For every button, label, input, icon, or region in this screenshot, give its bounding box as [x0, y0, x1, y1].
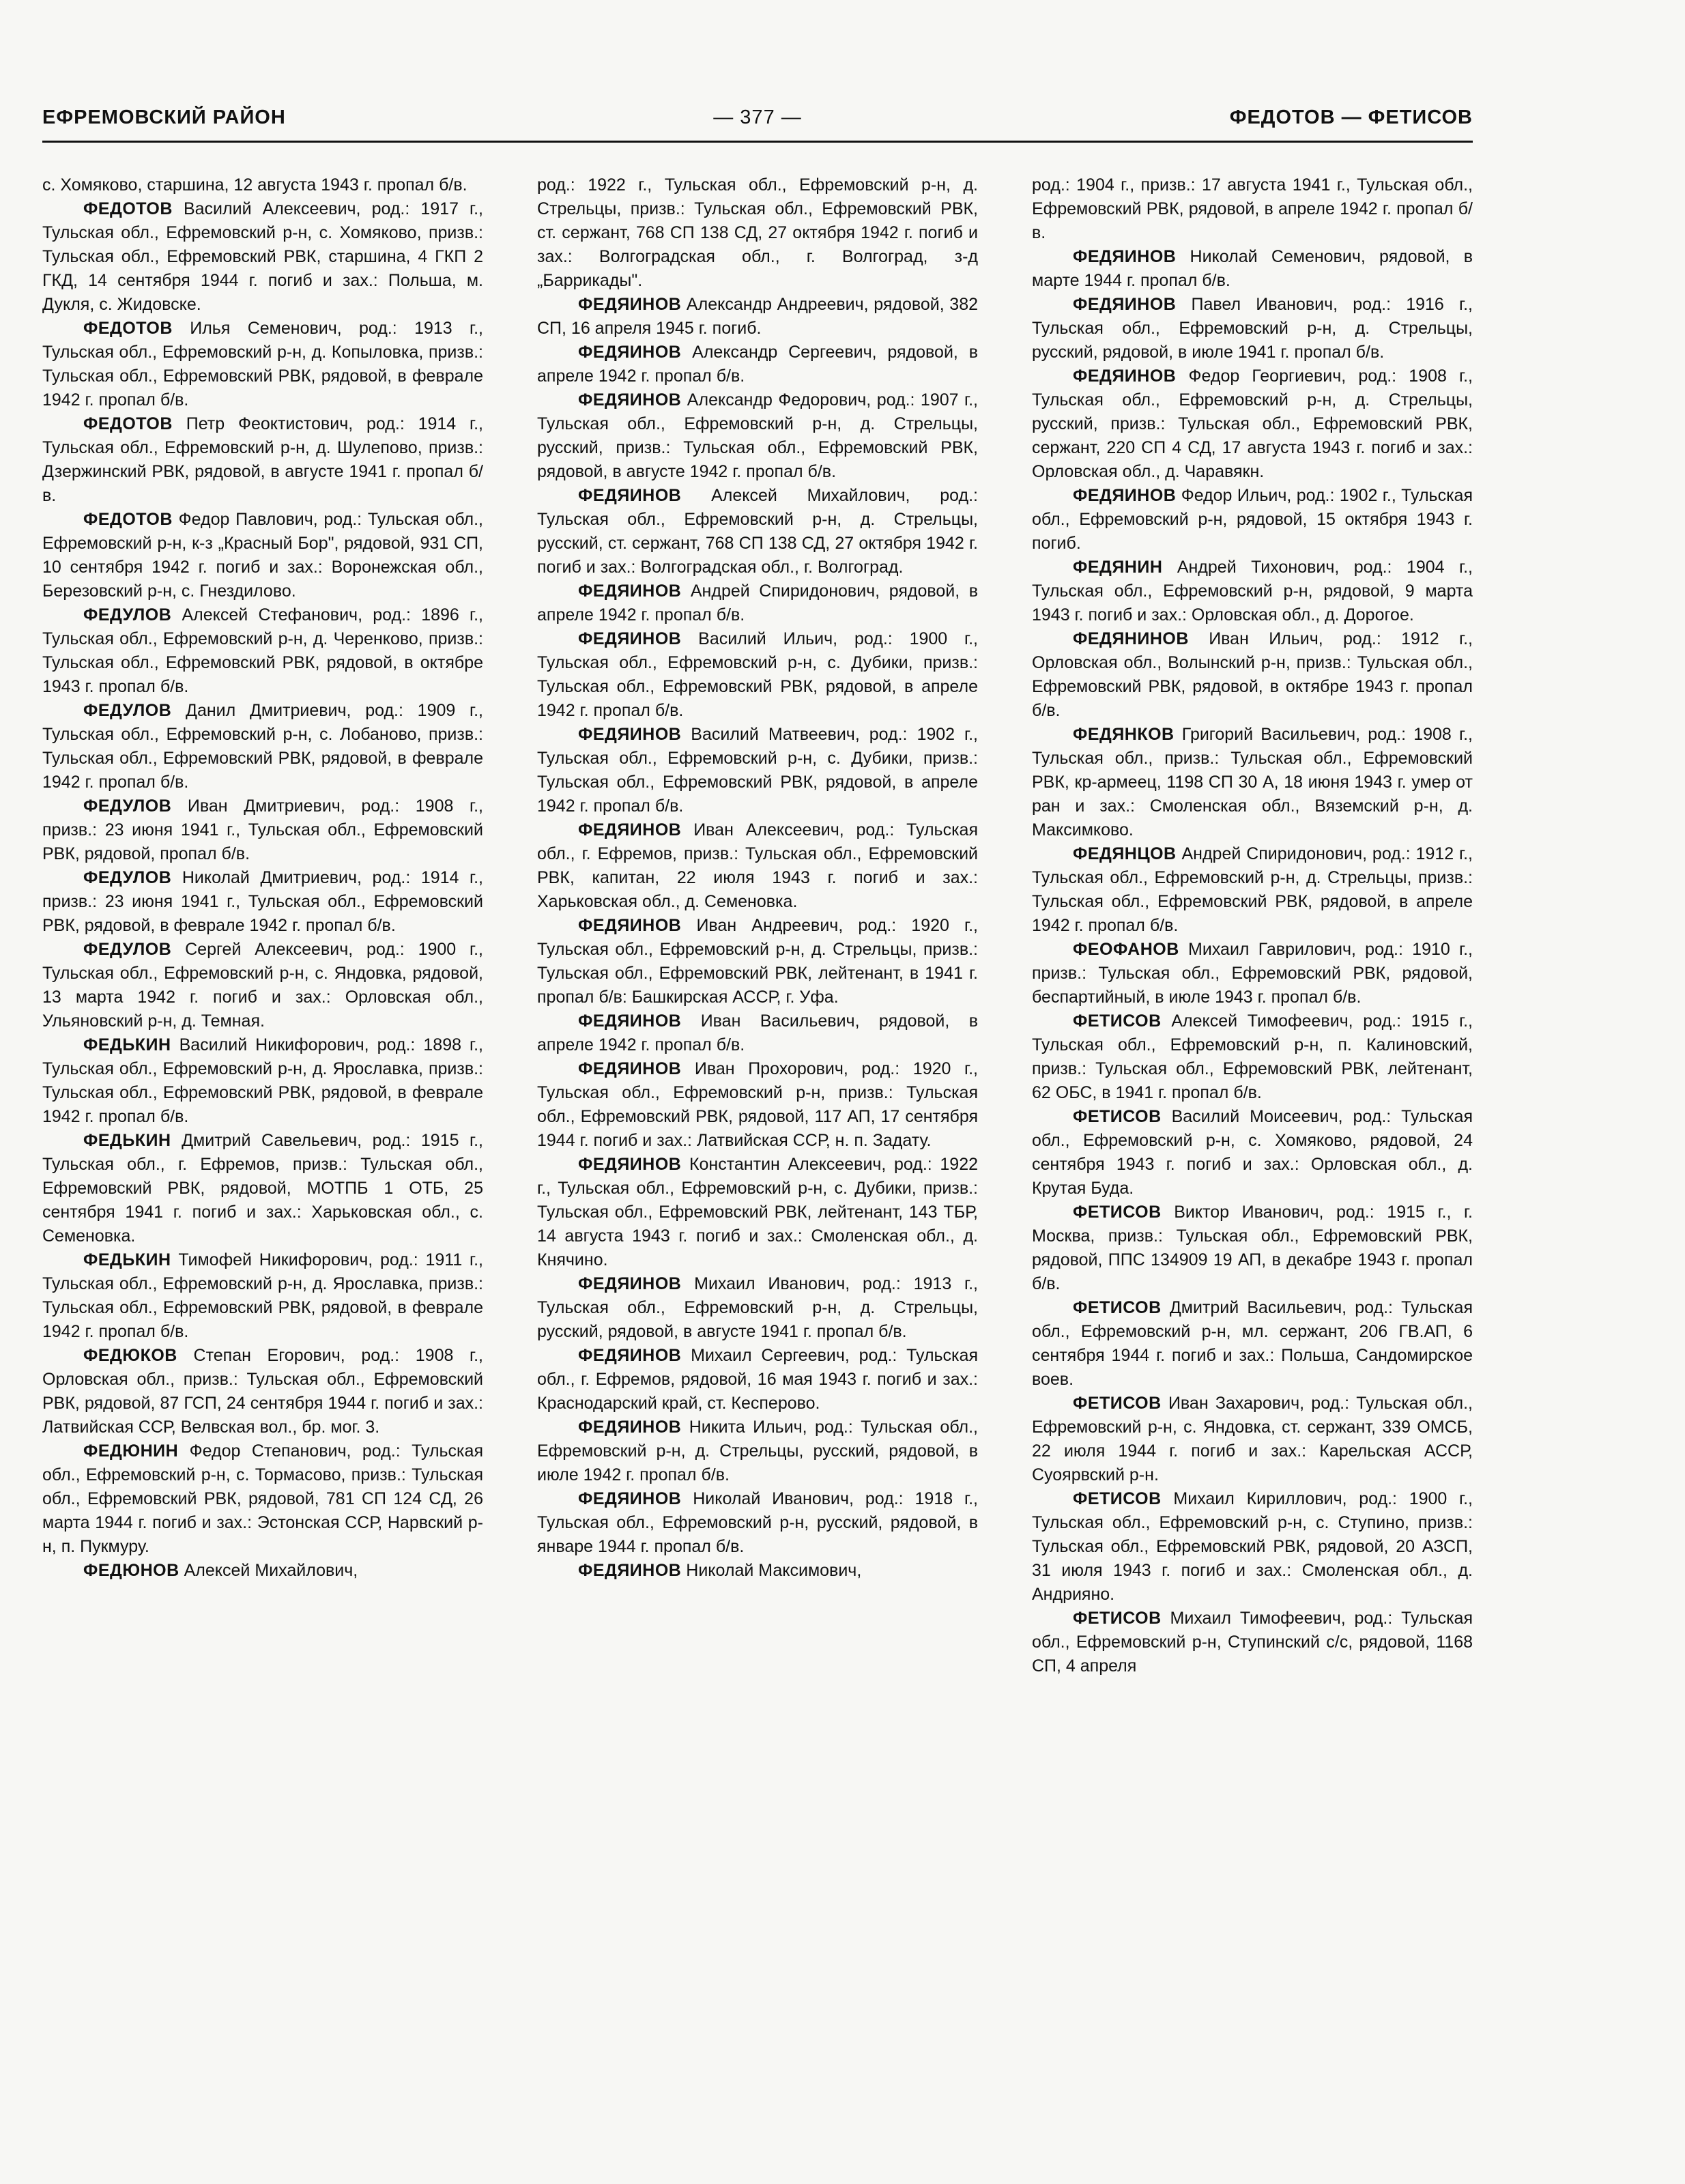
list-entry [537, 293, 978, 341]
entry-surname: ФЕДЮКОВ [83, 1346, 177, 1365]
list-entry [42, 1439, 483, 1559]
entry-surname: ФЕДЬКИН [83, 1131, 171, 1150]
entry-details: Григорий Васильевич, род.: 1908 г., Тульская обл., призв.: Тульская обл., Ефремовский РВК, кр-армеец, 1198 СП 30 А, 18 июня 1943 г. умер от ран и зах.: Смоленская обл., Вяземский р-н, д. Максимково. [1032, 725, 1473, 839]
entry-surname: ФЕДЯИНОВ [578, 1155, 682, 1174]
entry-details: Иван Андреевич, род.: 1920 г., Тульская обл., Ефремовский р-н, д. Стрельцы, призв.: Тульская обл., Ефремовский РВК, лейтенант, в 1941 г. пропал б/в: Башкирская АССР, г. Уфа. [537, 916, 978, 1007]
entry-surname: ФЕДЯИНОВ [578, 1059, 682, 1078]
list-entry [1032, 938, 1473, 1009]
list-entry [537, 341, 978, 388]
list-entry [537, 723, 978, 818]
entry-surname: ФЕДЯИНОВ [578, 581, 682, 601]
entry-surname: ФЕДУЛОВ [83, 796, 172, 816]
entry-details: Александр Андреевич, рядовой, 382 СП, 16 апреля 1945 г. погиб. [537, 295, 978, 338]
entry-details: Федор Степанович, род.: Тульская обл., Ефремовский р-н, с. Тормасово, призв.: Тульская обл., Ефремовский РВК, рядовой, 781 СП 124 СД, 26 марта 1944 г. погиб и зах.: Эстонская ССР, Нарвский р-н, п. Пукмуру. [42, 1441, 483, 1556]
entry-surname: ФЕДЯНКОВ [1073, 725, 1175, 744]
list-entry [42, 1129, 483, 1248]
entry-surname: ФЕДЯИНОВ [578, 725, 682, 744]
entry-details: род.: 1904 г., призв.: 17 августа 1941 г., Тульская обл., Ефремовский РВК, рядовой, в апреле 1942 г. пропал б/в. [1032, 175, 1473, 242]
entry-surname: ФЕДЯИНОВ [578, 1489, 682, 1508]
entry-details: Михаил Сергеевич, род.: Тульская обл., г. Ефремов, рядовой, 16 мая 1943 г. погиб и зах.: Краснодарский край, ст. Кесперово. [537, 1346, 978, 1413]
list-entry [1032, 1105, 1473, 1201]
entry-details: Михаил Иванович, род.: 1913 г., Тульская обл., Ефремовский р-н, д. Стрельцы, русский, рядовой, в августе 1941 г. пропал б/в. [537, 1274, 978, 1341]
list-entry [1032, 173, 1473, 245]
entry-details: Иван Дмитриевич, род.: 1908 г., призв.: 23 июня 1941 г., Тульская обл., Ефремовский РВК, рядовой, пропал б/в. [42, 796, 483, 863]
entry-surname: ФЕДУЛОВ [83, 940, 172, 959]
entry-details: Алексей Тимофеевич, род.: 1915 г., Тульская обл., Ефремовский р-н, п. Калиновский, призв.: Тульская обл., Ефремовский РВК, лейтенант, 62 ОБС, в 1941 г. пропал б/в. [1032, 1011, 1473, 1102]
entry-surname: ФЕДЯИНОВ [578, 295, 682, 314]
list-entry [1032, 1392, 1473, 1487]
entry-surname: ФЕДУЛОВ [83, 605, 172, 624]
entry-details: Василий Никифорович, род.: 1898 г., Тульская обл., Ефремовский р-н, д. Ярославка, призв.: Тульская обл., Ефремовский РВК, рядовой, в феврале 1942 г. пропал б/в. [42, 1035, 483, 1126]
entry-details: Александр Сергеевич, рядовой, в апреле 1942 г. пропал б/в. [537, 343, 978, 386]
list-entry [537, 1153, 978, 1272]
list-entry [537, 627, 978, 723]
entry-details: Тимофей Никифорович, род.: 1911 г., Тульская обл., Ефремовский р-н, д. Ярославка, призв.: Тульская обл., Ефремовский РВК, рядовой, в феврале 1942 г. пропал б/в. [42, 1250, 483, 1341]
list-entry [1032, 1607, 1473, 1678]
entry-details: Сергей Алексеевич, род.: 1900 г., Тульская обл., Ефремовский р-н, с. Яндовка, рядовой, 13 марта 1942 г. погиб и зах.: Орловская обл., Ульяновский р-н, д. Темная. [42, 940, 483, 1031]
entry-surname: ФЕТИСОВ [1073, 1489, 1162, 1508]
entry-surname: ФЕДЯИНОВ [578, 820, 682, 839]
entry-details: Михаил Кириллович, род.: 1900 г., Тульская обл., Ефремовский р-н, с. Ступино, призв.: Тульская обл., Ефремовский РВК, рядовой, 20 АЗСП, 31 июля 1943 г. погиб и зах.: Смоленская обл., д. Андрияно. [1032, 1489, 1473, 1604]
list-entry [42, 794, 483, 866]
entry-surname: ФЕДУЛОВ [83, 868, 172, 887]
header-district: ЕФРЕМОВСКИЙ РАЙОН [42, 106, 286, 128]
entry-details: Иван Алексеевич, род.: Тульская обл., г. Ефремов, призв.: Тульская обл., Ефремовский РВК, капитан, 22 июля 1943 г. погиб и зах.: Харьковская обл., д. Семеновка. [537, 820, 978, 911]
entry-details: род.: 1922 г., Тульская обл., Ефремовский р-н, д. Стрельцы, призв.: Тульская обл., Ефремовский РВК, ст. сержант, 768 СП 138 СД, 27 октября 1942 г. погиб и зах.: Волгоградская обл., г. Волгоград, з-д „Баррикады". [537, 175, 978, 290]
entry-surname: ФЕДЯИНОВ [1073, 247, 1177, 266]
list-entry [537, 818, 978, 914]
list-entry [42, 1344, 483, 1439]
entry-surname: ФЕДЯИНОВ [578, 343, 682, 362]
list-entry [42, 1248, 483, 1344]
entry-details: Федор Георгиевич, род.: 1908 г., Тульская обл., Ефремовский р-н, д. Стрельцы, русский, призв.: Тульская обл., Ефремовский РВК, сержант, 220 СП 4 СД, 17 августа 1943 г. погиб и зах.: Орловская обл., д. Чаравякн. [1032, 367, 1473, 481]
entry-surname: ФЕДЯИНОВ [578, 486, 682, 505]
entry-surname: ФЕТИСОВ [1073, 1609, 1162, 1628]
entry-details: Андрей Тихонович, род.: 1904 г., Тульская обл., Ефремовский р-н, рядовой, 9 марта 1943 г. погиб и зах.: Орловская обл., д. Дорогое. [1032, 558, 1473, 624]
entry-surname: ФЕДЬКИН [83, 1250, 171, 1269]
running-header [42, 101, 1473, 139]
entry-surname: ФЕДЯИНОВ [578, 1561, 682, 1580]
list-entry [1032, 293, 1473, 364]
entry-details: Николай Иванович, род.: 1918 г., Тульская обл., Ефремовский р-н, русский, рядовой, в январе 1944 г. пропал б/в. [537, 1489, 978, 1556]
entry-details: Александр Федорович, род.: 1907 г., Тульская обл., Ефремовский р-н, д. Стрельцы, русский, призв.: Тульская обл., Ефремовский РВК, рядовой, в августе 1942 г. пропал б/в. [537, 390, 978, 481]
entry-details: Василий Ильич, род.: 1900 г., Тульская обл., Ефремовский р-н, с. Дубики, призв.: Тульская обл., Ефремовский РВК, рядовой, в апреле 1942 г. пропал б/в. [537, 629, 978, 720]
list-entry [537, 1487, 978, 1559]
list-entry [1032, 1296, 1473, 1392]
entry-surname: ФЕДЯИНОВ [578, 390, 682, 410]
entry-surname: ФЕДОТОВ [83, 319, 173, 338]
list-entry [42, 938, 483, 1033]
list-entry [42, 412, 483, 508]
entry-surname: ФЕДЯНИН [1073, 558, 1163, 577]
list-entry [1032, 364, 1473, 484]
list-entry [537, 1272, 978, 1344]
entry-surname: ФЕДУЛОВ [83, 701, 172, 720]
entry-details: Никита Ильич, род.: Тульская обл., Ефремовский р-н, д. Стрельцы, русский, рядовой, в июле 1942 г. пропал б/в. [537, 1418, 978, 1484]
entry-details: Данил Дмитриевич, род.: 1909 г., Тульская обл., Ефремовский р-н, с. Лобаново, призв.: Тульская обл., Ефремовский РВК, рядовой, в феврале 1942 г. пропал б/в. [42, 701, 483, 792]
entry-details: Михаил Гаврилович, род.: 1910 г., призв.: Тульская обл., Ефремовский РВК, рядовой, беспартийный, в июле 1943 г. пропал б/в. [1032, 940, 1473, 1007]
entry-surname: ФЕДОТОВ [83, 510, 173, 529]
page-number: — 377 — [713, 106, 802, 128]
list-entry [42, 603, 483, 699]
header-rule [42, 141, 1473, 143]
list-entry [42, 1033, 483, 1129]
list-entry [1032, 484, 1473, 556]
entry-details: Илья Семенович, род.: 1913 г., Тульская обл., Ефремовский р-н, д. Копыловка, призв.: Тульская обл., Ефремовский РВК, рядовой, в феврале 1942 г. пропал б/в. [42, 319, 483, 410]
list-entry [42, 1559, 483, 1583]
entry-details: Андрей Спиридонович, рядовой, в апреле 1942 г. пропал б/в. [537, 581, 978, 624]
entry-surname: ФЕДЯИНОВ [578, 1418, 682, 1437]
entry-details: Иван Ильич, род.: 1912 г., Орловская обл., Волынский р-н, призв.: Тульская обл., Ефремовский РВК, рядовой, в октябре 1943 г. пропал б/в. [1032, 629, 1473, 720]
list-entry [1032, 1009, 1473, 1105]
list-entry [537, 1416, 978, 1487]
list-entry [537, 388, 978, 484]
list-entry [537, 1344, 978, 1416]
entry-surname: ФЕДЮНИН [83, 1441, 179, 1461]
list-entry [42, 173, 483, 197]
entry-surname: ФЕТИСОВ [1073, 1011, 1162, 1031]
entry-details: Виктор Иванович, род.: 1915 г., г. Москва, призв.: Тульская обл., Ефремовский РВК, рядовой, ППС 134909 19 АП, в декабре 1943 г. пропал б/в. [1032, 1203, 1473, 1293]
entry-details: Константин Алексеевич, род.: 1922 г., Тульская обл., Ефремовский р-н, с. Дубики, призв.: Тульская обл., Ефремовский РВК, лейтенант, 143 ТБР, 14 августа 1943 г. погиб и зах.: Смоленская обл., д. Княчино. [537, 1155, 978, 1269]
list-entry [1032, 556, 1473, 627]
list-entry [42, 197, 483, 317]
entry-details: Василий Матвеевич, род.: 1902 г., Тульская обл., Ефремовский р-н, с. Дубики, призв.: Тульская обл., Ефремовский РВК, рядовой, в апреле 1942 г. пропал б/в. [537, 725, 978, 816]
entry-details: Василий Моисеевич, род.: Тульская обл., Ефремовский р-н, с. Хомяково, рядовой, 24 сентября 1943 г. погиб и зах.: Орловская обл., д. Крутая Буда. [1032, 1107, 1473, 1198]
entry-details: Федор Павлович, род.: Тульская обл., Ефремовский р-н, к-з „Красный Бор", рядовой, 931 СП, 10 сентября 1942 г. погиб и зах.: Воронежская обл., Березовский р-н, с. Гнездилово. [42, 510, 483, 601]
entry-details: Николай Дмитриевич, род.: 1914 г., призв.: 23 июня 1941 г., Тульская обл., Ефремовский РВК, рядовой, в феврале 1942 г. пропал б/в. [42, 868, 483, 935]
list-entry [1032, 842, 1473, 938]
entry-surname: ФЕТИСОВ [1073, 1107, 1162, 1126]
entry-surname: ФЕДЯИНОВ [578, 1274, 682, 1293]
entry-surname: ФЕДЯНИНОВ [1073, 629, 1189, 648]
list-entry [1032, 1487, 1473, 1607]
entry-details: Алексей Михайлович, род.: Тульская обл., Ефремовский р-н, д. Стрельцы, русский, ст. сержант, 768 СП 138 СД, 27 октября 1942 г. погиб и зах.: Волгоградская обл., г. Волгоград. [537, 486, 978, 577]
entry-surname: ФЕДЯИНОВ [578, 1346, 682, 1365]
entry-details: Дмитрий Савельевич, род.: 1915 г., Тульская обл., г. Ефремов, призв.: Тульская обл., Ефремовский РВК, рядовой, МОТПБ 1 ОТБ, 25 сентября 1941 г. погиб и зах.: Харьковская обл., с. Семеновка. [42, 1131, 483, 1246]
entry-details: Василий Алексеевич, род.: 1917 г., Тульская обл., Ефремовский р-н, с. Хомяково, призв.: Тульская обл., Ефремовский РВК, старшина, 4 ГКП 2 ГКД, 14 сентября 1944 г. погиб и зах.: Польша, м. Дукля, с. Жидовске. [42, 199, 483, 314]
list-entry [537, 914, 978, 1009]
entry-details: Иван Прохорович, род.: 1920 г., Тульская обл., Ефремовский р-н, призв.: Тульская обл., Ефремовский РВК, рядовой, 117 АП, 17 сентября 1944 г. погиб и зах.: Латвийская ССР, н. п. Задату. [537, 1059, 978, 1150]
entry-details: Дмитрий Васильевич, род.: Тульская обл., Ефремовский р-н, мл. сержант, 206 ГВ.АП, 6 сентября 1944 г. погиб и зах.: Польша, Сандомирское воев. [1032, 1298, 1473, 1389]
entry-details: Павел Иванович, род.: 1916 г., Тульская обл., Ефремовский р-н, д. Стрельцы, русский, рядовой, в июле 1941 г. пропал б/в. [1032, 295, 1473, 362]
entry-details: с. Хомяково, старшина, 12 августа 1943 г. пропал б/в. [42, 175, 467, 195]
entry-details: Федор Ильич, род.: 1902 г., Тульская обл., Ефремовский р-н, рядовой, 15 октября 1943 г. погиб. [1032, 486, 1473, 553]
entry-surname: ФЕДЮНОВ [83, 1561, 179, 1580]
list-entry [537, 173, 978, 293]
entry-details: Степан Егорович, род.: 1908 г., Орловская обл., призв.: Тульская обл., Ефремовский РВК, рядовой, 87 ГСП, 24 сентября 1944 г. погиб и зах.: Латвийская ССР, Велвская вол., бр. мог. 3. [42, 1346, 483, 1437]
entry-surname: ФЕТИСОВ [1073, 1203, 1162, 1222]
header-name-range: ФЕДОТОВ — ФЕТИСОВ [1229, 106, 1473, 128]
entry-surname: ФЕДЯИНОВ [1073, 486, 1177, 505]
list-entry [42, 508, 483, 603]
entry-surname: ФЕДОТОВ [83, 199, 173, 218]
entry-surname: ФЕТИСОВ [1073, 1298, 1162, 1317]
text-columns [42, 173, 1473, 2084]
entry-surname: ФЕДЯИНОВ [578, 916, 682, 935]
list-entry [537, 484, 978, 579]
entry-surname: ФЕОФАНОВ [1073, 940, 1179, 959]
list-entry [1032, 627, 1473, 723]
list-entry [1032, 723, 1473, 842]
entry-surname: ФЕДЯНЦОВ [1073, 844, 1177, 863]
list-entry [42, 317, 483, 412]
column-1 [42, 173, 483, 2084]
list-entry [537, 1057, 978, 1153]
entry-details: Петр Феоктистович, род.: 1914 г., Тульская обл., Ефремовский р-н, д. Шулепово, призв.: Дзержинский РВК, рядовой, в августе 1941 г. пропал б/в. [42, 414, 483, 505]
list-entry [42, 866, 483, 938]
column-3 [1032, 173, 1473, 2084]
entry-details: Алексей Михайлович, [179, 1561, 358, 1580]
entry-details: Михаил Тимофеевич, род.: Тульская обл., Ефремовский р-н, Ступинский с/с, рядовой, 1168 СП, 4 апреля [1032, 1609, 1473, 1676]
entry-surname: ФЕДЯИНОВ [578, 1011, 682, 1031]
entry-details: Алексей Стефанович, род.: 1896 г., Тульская обл., Ефремовский р-н, д. Черенково, призв.: Тульская обл., Ефремовский РВК, рядовой, в октябре 1943 г. пропал б/в. [42, 605, 483, 696]
entry-details: Андрей Спиридонович, род.: 1912 г., Тульская обл., Ефремовский р-н, д. Стрельцы, призв.: Тульская обл., Ефремовский РВК, рядовой, в апреле 1942 г. пропал б/в. [1032, 844, 1473, 935]
entry-details: Николай Максимович, [681, 1561, 862, 1580]
entry-surname: ФЕДЬКИН [83, 1035, 171, 1054]
entry-details: Иван Васильевич, рядовой, в апреле 1942 г. пропал б/в. [537, 1011, 978, 1054]
entry-details: Иван Захарович, род.: Тульская обл., Ефремовский р-н, с. Яндовка, ст. сержант, 339 ОМСБ, 22 июля 1944 г. погиб и зах.: Карельская АССР, Суоярвский р-н. [1032, 1394, 1473, 1484]
entry-surname: ФЕДЯИНОВ [578, 629, 682, 648]
entry-surname: ФЕТИСОВ [1073, 1394, 1162, 1413]
entry-details: Николай Семенович, рядовой, в марте 1944 г. пропал б/в. [1032, 247, 1473, 290]
column-2 [537, 173, 978, 2084]
list-entry [1032, 245, 1473, 293]
list-entry [42, 699, 483, 794]
list-entry [1032, 1201, 1473, 1296]
entry-surname: ФЕДОТОВ [83, 414, 173, 433]
entry-surname: ФЕДЯИНОВ [1073, 295, 1177, 314]
entry-surname: ФЕДЯИНОВ [1073, 367, 1177, 386]
list-entry [537, 1559, 978, 1583]
list-entry [537, 1009, 978, 1057]
list-entry [537, 579, 978, 627]
